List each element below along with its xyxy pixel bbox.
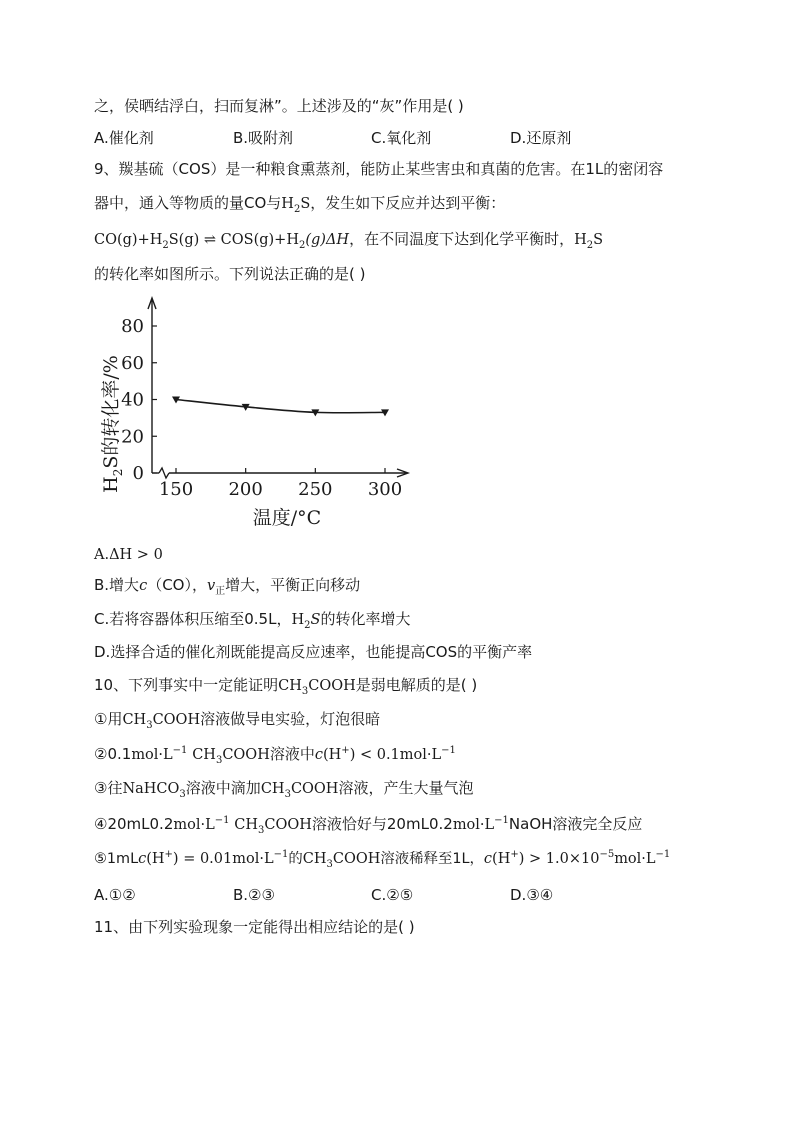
q9-option-a[interactable]: A.ΔH > 0 — [94, 547, 163, 563]
q10-option-c[interactable]: C.②⑤ — [371, 886, 414, 904]
q10-item-1: ①用$CH_3COOH$溶液做导电实验，灯泡很暗 — [94, 710, 381, 731]
nahco3-formula: NaHCO$_3$ — [122, 781, 186, 800]
ch3cooh-formula: $CH_3COOH$ — [192, 747, 270, 766]
chart-axes — [148, 298, 408, 478]
q8-option-a[interactable]: A.催化剂 — [94, 129, 154, 147]
question-9-equation-line: $CO(g)+H_2S(g)$ ⇌ $COS(g)+H_2(g)\Delta H$，在不同温度下达到化学平衡时，$H_2S$ — [94, 230, 604, 251]
q10-item-3: ③往NaHCO$_3$溶液中滴加$CH_3COOH$溶液，产生大量气泡 — [94, 779, 474, 800]
x-tick-label-200: 200 — [228, 479, 263, 500]
x-tick-label-150: 150 — [158, 479, 194, 500]
reaction-equation: $CO(g)+H_2S(g)$ ⇌ $COS(g)+H_2(g)\Delta H$ — [94, 232, 350, 251]
y-tick-label-60: 60 — [121, 352, 144, 374]
q9-option-c[interactable]: C.若将容器体积压缩至0.5L，$H_2S$的转化率增大 — [94, 610, 411, 631]
series-line — [176, 400, 385, 413]
h2s-formula: $H_2S$ — [291, 612, 321, 631]
y-tick-label-20: 20 — [121, 426, 144, 448]
q9-option-b[interactable]: B.增大c（CO），$v_正$增大，平衡正向移动 — [94, 576, 361, 597]
q8-option-d[interactable]: D.还原剂 — [510, 129, 572, 147]
question-9-stem-line-4: 的转化率如图所示。下列说法正确的是( ) — [94, 265, 366, 283]
y-tick-label-0: 0 — [132, 463, 144, 484]
x-tick-label-250: 250 — [298, 479, 333, 500]
q10-option-b[interactable]: B.②③ — [233, 886, 275, 904]
ch3cooh-formula: $CH_3COOH$ — [122, 712, 201, 731]
ch3cooh-formula: $CH_3COOH$ — [278, 678, 356, 697]
q8-option-c[interactable]: C.氧化剂 — [371, 129, 432, 147]
q8-option-b[interactable]: B.吸附剂 — [233, 129, 294, 147]
question-9-stem-line-1: 9、羰基硫（COS）是一种粮食熏蒸剂，能防止某些害虫和真菌的危害。在1L的密闭容 — [94, 160, 664, 178]
x-axis-label: 温度/°C — [252, 507, 322, 529]
q10-item-4: $④20mL0.2mol\cdot L^{-1}$ $CH_3COOH$溶液恰好与$20mL0.2mol\cdot L^{-1}NaOH$溶液完全反应 — [94, 815, 643, 836]
conversion-rate-chart — [95, 292, 425, 532]
y-tick-label-80: 80 — [121, 316, 144, 337]
ch3cooh-formula: $CH_3COOH$ — [302, 851, 381, 870]
q10-option-d[interactable]: D.③④ — [510, 886, 554, 904]
question-9-stem-line-2: 器中，通入等物质的量CO与$H_2S$，发生如下反应并达到平衡： — [94, 194, 506, 215]
h2s-formula: $H_2S$ — [281, 196, 311, 215]
q10-option-a[interactable]: A.①② — [94, 886, 136, 904]
q10-item-5: ⑤1mLc(H+) = $0.01mol\cdot L^{-1}$的$CH_3COOH$溶液稀释至1L，$c(H^+) > 1.0\times 10^{-5}mol\cdot L^{-1}$ — [94, 849, 671, 870]
q10-item-2: $②0.1mol\cdot L^{-1}$ $CH_3COOH$溶液中$c(H^+) < 0.1mol\cdot L^{-1}$ — [94, 745, 456, 766]
q9-option-d[interactable]: D.选择合适的催化剂既能提高反应速率，也能提高COS的平衡产率 — [94, 643, 533, 661]
h2s-formula: $H_2S$ — [574, 232, 604, 251]
axis-break-mark — [159, 468, 169, 478]
y-axis-label: $H_2S$的转化率/% — [100, 355, 125, 493]
x-tick-label-300: 300 — [367, 479, 403, 500]
ch3cooh-formula: $CH_3COOH$ — [260, 781, 339, 800]
y-tick-label-40: 40 — [121, 389, 144, 411]
question-11-stem: 11、由下列实验现象一定能得出相应结论的是( ) — [94, 918, 415, 936]
ch3cooh-formula: $CH_3COOH$ — [234, 817, 312, 836]
equilibrium-arrow-icon: ⇌ — [203, 232, 217, 248]
question-10-stem: 10、下列事实中一定能证明$CH_3COOH$是弱电解质的是( ) — [94, 676, 478, 697]
question-8-tail-text: 之，侯晒结浮白，扫而复淋”。上述涉及的“灰”作用是( ) — [94, 97, 464, 115]
